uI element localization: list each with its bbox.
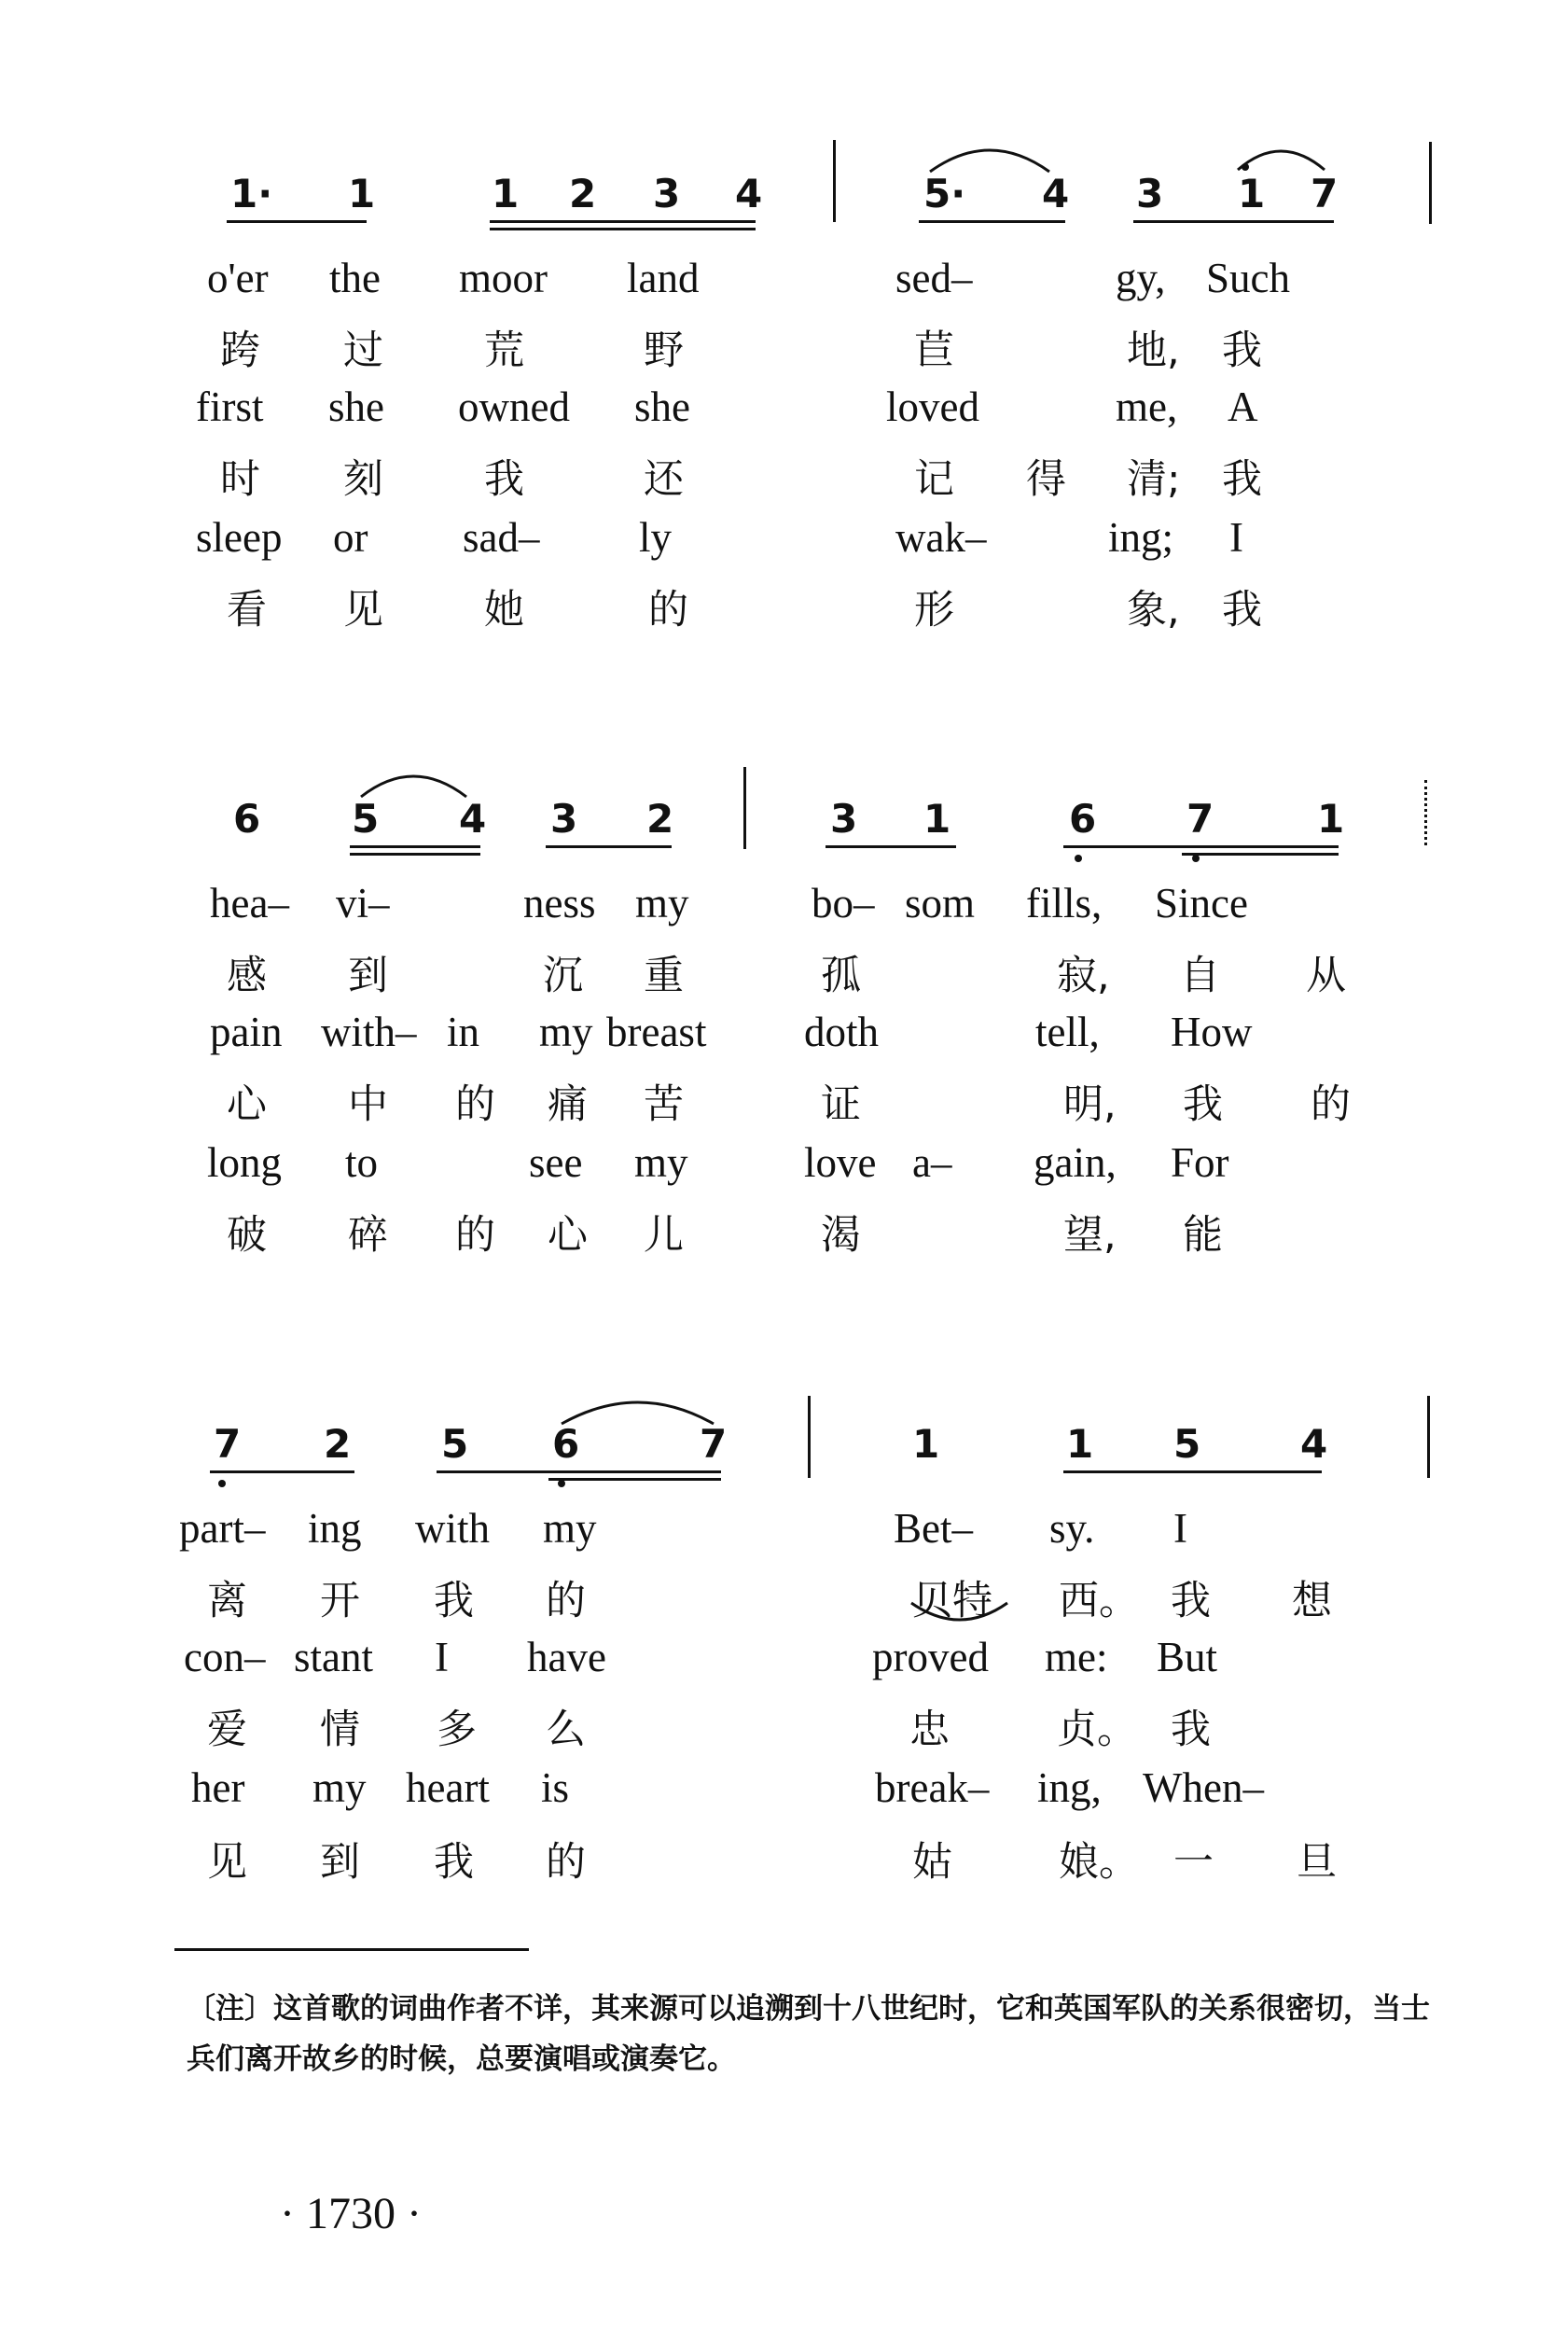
lyric: me: (1045, 1634, 1108, 1680)
lyric: 清; (1127, 456, 1181, 503)
lyric: 我 (1222, 456, 1262, 503)
lyric: 我 (434, 1839, 474, 1886)
lyric: love (804, 1139, 877, 1186)
note: 3 (830, 796, 858, 842)
lyric: proved (872, 1634, 989, 1680)
lyric: loved (886, 383, 979, 430)
lyric: 中 (348, 1081, 388, 1128)
lyric: 离 (207, 1578, 247, 1624)
lyric: 姑 (912, 1839, 952, 1886)
lyric: long (207, 1139, 283, 1186)
lyric: ing, (1037, 1764, 1102, 1811)
lyric: stant (294, 1634, 373, 1680)
lyric: 的 (648, 587, 688, 634)
lyric: tell, (1035, 1009, 1100, 1055)
barline-dotted (1424, 780, 1430, 845)
lyric: 见 (343, 587, 383, 634)
lyric: 我 (434, 1578, 474, 1624)
lyric: breast (606, 1009, 707, 1055)
lyric: Since (1155, 880, 1248, 927)
lyric: first (196, 383, 264, 430)
lyric: hea– (210, 880, 289, 927)
lyric: 到 (348, 953, 388, 999)
lyric: ing (308, 1505, 362, 1552)
lyric: 野 (644, 327, 684, 374)
lyric: sy. (1049, 1505, 1095, 1552)
lyric: A (1228, 383, 1258, 430)
note: 6 (233, 796, 261, 842)
note: 1 (1238, 171, 1266, 216)
lyric: 证 (821, 1081, 861, 1128)
lyric: she (328, 383, 384, 430)
note: 7 (1311, 171, 1339, 216)
lyric: 到 (320, 1839, 360, 1886)
lyric: doth (804, 1009, 880, 1055)
lyric: 爱 (207, 1707, 247, 1753)
lyric: 情 (320, 1707, 360, 1753)
lyric: sed– (895, 255, 973, 301)
lyric: 的 (455, 1081, 495, 1128)
note: 5 (352, 796, 380, 842)
lyric: moor (459, 255, 548, 301)
lyric: ly (639, 514, 673, 561)
footnote: 〔注〕这首歌的词曲作者不详，其来源可以追溯到十八世纪时，它和英国军队的关系很密切，当士兵们离开故乡的时候，总要演唱或演奏它。 (187, 1992, 1430, 2076)
duration-underline (919, 220, 1065, 223)
lyric: 苣 (914, 327, 954, 374)
lyric: part– (179, 1505, 266, 1552)
note: 1 (348, 171, 376, 216)
lyric: 多 (437, 1707, 477, 1753)
barline (1427, 1396, 1430, 1478)
slur (928, 138, 1054, 175)
footnote-rule (174, 1948, 529, 1951)
lyric: When– (1143, 1764, 1264, 1811)
lyric: How (1171, 1009, 1253, 1055)
lyric: 贞。 (1057, 1707, 1137, 1753)
note: 5 (1173, 1421, 1201, 1467)
lyric: to (345, 1139, 379, 1186)
lyric: 苦 (644, 1081, 684, 1128)
slur (359, 763, 471, 801)
duration-underline (350, 853, 480, 856)
lyric: 我 (1222, 327, 1262, 374)
lyric: wak– (895, 514, 987, 561)
duration-underline (1063, 845, 1339, 848)
slur (1236, 140, 1329, 174)
note: 4 (459, 796, 487, 842)
lyric: gain, (1034, 1139, 1117, 1186)
note: 3 (653, 171, 681, 216)
low-octave-dot (558, 1480, 565, 1487)
lyric: 儿 (644, 1212, 684, 1259)
note: 2 (646, 796, 674, 842)
duration-underline (1063, 1470, 1322, 1473)
lyric: my (634, 1139, 688, 1186)
lyric: my (543, 1505, 597, 1552)
lyric: ing; (1108, 514, 1174, 561)
note: 7 (700, 1421, 728, 1467)
lyric: 得 (1026, 456, 1066, 503)
note: 1 (1317, 796, 1345, 842)
lyric: 痛 (548, 1081, 588, 1128)
lyric: 感 (227, 953, 267, 999)
lyric: see (529, 1139, 583, 1186)
lyric: ness (523, 880, 596, 927)
lyric: som (905, 880, 976, 927)
lyric: 寂, (1057, 953, 1110, 999)
note: 1 (1066, 1421, 1094, 1467)
lyric: con– (184, 1634, 266, 1680)
lyric: 形 (914, 587, 954, 634)
slur (560, 1390, 718, 1428)
lyric: For (1171, 1139, 1229, 1186)
lyric: 旦 (1297, 1839, 1337, 1886)
duration-underline (350, 845, 480, 848)
lyric: 象, (1127, 587, 1180, 634)
lyric: 的 (546, 1578, 586, 1624)
lyric: 西。 (1059, 1578, 1139, 1624)
lyric: break– (875, 1764, 990, 1811)
lyric: 过 (343, 327, 383, 374)
lyric: 自 (1180, 953, 1220, 999)
duration-underline (437, 1470, 721, 1473)
duration-underline (546, 845, 672, 848)
lyric: Such (1206, 255, 1290, 301)
note: 5 (441, 1421, 469, 1467)
lyric: my (635, 880, 689, 927)
lyric: 见 (207, 1839, 247, 1886)
lyric: a– (912, 1139, 952, 1186)
lyric: Bet– (894, 1505, 973, 1552)
duration-underline (490, 228, 756, 230)
lyric: fills, (1026, 880, 1103, 927)
note: 5· (923, 171, 966, 216)
lyric: in (447, 1009, 480, 1055)
lyric: 刻 (343, 456, 383, 503)
lyric: the (329, 255, 381, 301)
lyric: 我 (1222, 587, 1262, 634)
lyric: she (634, 383, 690, 430)
lyric: vi– (336, 880, 390, 927)
lyric: 地, (1127, 327, 1180, 374)
duration-underline (1133, 220, 1334, 223)
low-octave-dot (1192, 855, 1200, 862)
lyric: 贝特 (912, 1578, 992, 1624)
lyric: 时 (220, 456, 260, 503)
lyric: 开 (320, 1578, 360, 1624)
note: 1 (492, 171, 520, 216)
lyric: 的 (546, 1839, 586, 1886)
lyric: 破 (227, 1212, 267, 1259)
lyric: 心 (227, 1081, 267, 1128)
duration-underline (1182, 853, 1339, 856)
lyric: 重 (644, 953, 684, 999)
lyric: o'er (207, 255, 269, 301)
note: 3 (550, 796, 578, 842)
duration-underline (210, 1470, 354, 1473)
lyric: 心 (548, 1212, 588, 1259)
lyric: 我 (1171, 1578, 1211, 1624)
lyric: 忠 (909, 1707, 950, 1753)
lyric: 荒 (484, 327, 524, 374)
lyric: 碎 (348, 1212, 388, 1259)
note: 3 (1136, 171, 1164, 216)
note: 7 (1186, 796, 1214, 842)
note: 7 (214, 1421, 242, 1467)
lyric: her (191, 1764, 245, 1811)
lyric: 能 (1183, 1212, 1223, 1259)
barline (833, 140, 836, 222)
lyric: gy, (1116, 255, 1166, 301)
lyric: 看 (227, 587, 267, 634)
note: 6 (552, 1421, 580, 1467)
note: 2 (569, 171, 597, 216)
barline (1429, 142, 1432, 224)
lyric: land (627, 255, 700, 301)
lyric: bo– (812, 880, 875, 927)
lyric: But (1157, 1634, 1218, 1680)
lyric: 想 (1292, 1578, 1332, 1624)
duration-underline (548, 1478, 721, 1481)
low-octave-dot (1075, 855, 1082, 862)
note: 4 (1300, 1421, 1328, 1467)
lyric: 我 (1171, 1707, 1211, 1753)
note: 4 (1042, 171, 1070, 216)
lyric: 我 (1183, 1081, 1223, 1128)
barline (743, 767, 746, 849)
lyric: 的 (1311, 1081, 1351, 1128)
lyric: or (333, 514, 368, 561)
lyric: my (312, 1764, 367, 1811)
lyric: 跨 (220, 327, 260, 374)
lyric: 望, (1063, 1212, 1117, 1259)
note: 2 (324, 1421, 352, 1467)
lyric: sad– (463, 514, 540, 561)
note: 1 (912, 1421, 940, 1467)
lyric: 孤 (821, 953, 861, 999)
lyric: 从 (1306, 953, 1346, 999)
lyric: heart (406, 1764, 490, 1811)
lyric: 么 (546, 1707, 586, 1753)
lyric: with (415, 1505, 491, 1552)
lyric: 还 (644, 456, 684, 503)
lyric: me, (1116, 383, 1178, 430)
lyric: pain (210, 1009, 283, 1055)
lyric: 明, (1063, 1081, 1117, 1128)
lyric: sleep (196, 514, 283, 561)
low-octave-dot (218, 1480, 226, 1487)
lyric: is (541, 1764, 570, 1811)
lyric: with– (321, 1009, 417, 1055)
duration-underline (490, 220, 756, 223)
lyric: I (1229, 514, 1243, 561)
note: 6 (1069, 796, 1097, 842)
barline (808, 1396, 811, 1478)
duration-underline (826, 845, 956, 848)
lyric: I (1173, 1505, 1187, 1552)
lyric: 渴 (821, 1212, 861, 1259)
lyric: 记 (914, 456, 954, 503)
lyric: 我 (484, 456, 524, 503)
lyric: my (539, 1009, 593, 1055)
lyric: owned (458, 383, 570, 430)
lyric: I (435, 1634, 449, 1680)
lyric: 娘。 (1059, 1839, 1139, 1886)
note: 1 (923, 796, 951, 842)
lyric: 沉 (543, 953, 583, 999)
note: 4 (735, 171, 763, 216)
lyric: 一 (1173, 1839, 1214, 1886)
duration-underline (227, 220, 367, 223)
note: 1· (230, 171, 273, 216)
lyric: 的 (455, 1212, 495, 1259)
lyric: have (527, 1634, 606, 1680)
page-number: · 1730 · (280, 2189, 422, 2238)
lyric: 她 (484, 587, 524, 634)
